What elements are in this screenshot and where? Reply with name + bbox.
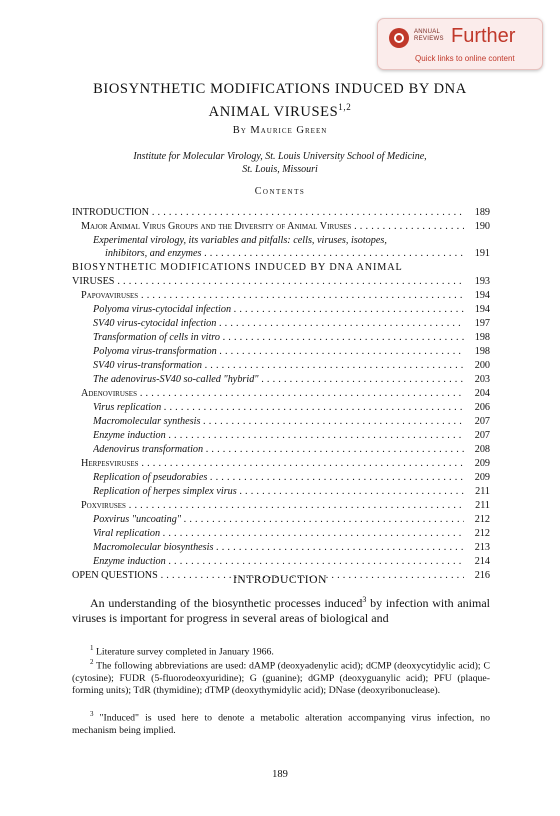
toc-entry-text: The adenovirus-SV40 so-called "hybrid" . . . <box>93 373 464 386</box>
footnote-mark: 1 <box>90 644 94 652</box>
badge-publisher-label <box>414 29 444 43</box>
toc-entry-page: 209 <box>474 458 490 469</box>
toc-entry-text: Poxviruses . . . <box>81 499 464 512</box>
toc-entry-text: BIOSYNTHETIC MODIFICATIONS INDUCED BY DNA ANIMAL <box>72 262 403 273</box>
badge-tagline: Quick links to online content <box>415 54 515 63</box>
footnote-text: The following abbreviations are used: dAMP (deoxyadenylic acid); dCMP (deoxycytidylic acid); C (cytosine); FUDR (5-fluorodeoxyuridine); G (guanine); dGMP (deoxyguanylic acid); PFU (plaque-forming units); TdR (thymidine); dTMP (deoxythymidylic acid); DNase (deoxyribonuclease). <box>72 660 490 697</box>
toc-entry-text: Enzyme induction . . . <box>93 555 464 568</box>
toc-entry-text: Replication of herpes simplex virus . . . <box>93 485 464 498</box>
toc-entry[interactable] <box>72 471 490 484</box>
intro-paragraph <box>72 592 490 626</box>
toc-entry-page: 207 <box>474 416 490 427</box>
affiliation-line-1: Institute for Molecular Virology, St. Louis University School of Medicine, <box>133 151 427 162</box>
toc-entry[interactable] <box>72 387 490 400</box>
toc-entry-text: Poxvirus "uncoating" . . . <box>93 513 464 526</box>
footnote-text: "Induced" is used here to denote a metabolic alteration accompanying virus infection, no mechanism being implied. <box>72 712 490 736</box>
toc-entry-page: 197 <box>474 318 490 329</box>
annual-reviews-logo-icon <box>389 28 409 48</box>
toc-entry-text: SV40 virus-transformation . . . <box>93 359 464 372</box>
toc-entry-page: 203 <box>474 374 490 385</box>
title-line-2 <box>40 98 520 121</box>
toc-entry-page: 198 <box>474 332 490 343</box>
toc-entry[interactable] <box>72 443 490 456</box>
toc-entry-text: Polyoma virus-transformation . . . <box>93 345 464 358</box>
footnote-mark: 2 <box>90 658 94 666</box>
footnote-text: Literature survey completed in January 1966. <box>93 646 274 658</box>
toc-entry-text: Macromolecular synthesis . . . <box>93 415 464 428</box>
toc-entry-text: Macromolecular biosynthesis . . . <box>93 541 464 554</box>
toc-entry-page: 212 <box>474 514 490 525</box>
toc-entry[interactable] <box>72 359 490 372</box>
toc-entry-page: 204 <box>474 388 490 399</box>
toc-entry-page: 191 <box>474 248 490 259</box>
toc-entry[interactable] <box>72 234 490 247</box>
toc-entry[interactable] <box>72 289 490 302</box>
toc-entry-page: 209 <box>474 472 490 483</box>
toc-entry[interactable] <box>72 206 490 219</box>
footnote <box>72 656 490 698</box>
toc-entry-page: 200 <box>474 360 490 371</box>
toc-entry-page: 208 <box>474 444 490 455</box>
page-number: 189 <box>272 769 288 780</box>
toc-entry[interactable] <box>72 541 490 554</box>
toc-entry[interactable] <box>72 373 490 386</box>
toc-entry-page: 214 <box>474 556 490 567</box>
toc-entry-page: 190 <box>474 221 490 232</box>
toc-entry-text: OPEN QUESTIONS . . . <box>72 569 464 582</box>
introduction-heading: INTRODUCTION <box>232 574 328 586</box>
toc-entry-text: Herpesviruses . . . <box>81 457 464 470</box>
toc-entry-text: inhibitors, and enzymes . . . <box>105 247 464 260</box>
toc-entry-page: 212 <box>474 528 490 539</box>
toc-entry[interactable] <box>72 220 490 233</box>
toc-entry[interactable] <box>72 331 490 344</box>
toc-entry-text: VIRUSES . . . <box>72 275 464 288</box>
toc-entry-text: Replication of pseudorabies . . . <box>93 471 464 484</box>
toc-entry-text: Papovaviruses . . . <box>81 289 464 302</box>
toc-entry-text: Adenovirus transformation . . . <box>93 443 464 456</box>
toc-entry-page: 213 <box>474 542 490 553</box>
toc-entry[interactable] <box>72 527 490 540</box>
toc-entry-page: 193 <box>474 276 490 287</box>
badge-line1: ANNUAL <box>414 29 441 35</box>
toc-entry[interactable] <box>72 345 490 358</box>
toc-entry[interactable] <box>72 275 490 288</box>
toc-entry-text: Experimental virology, its variables and pitfalls: cells, viruses, isotopes, <box>93 235 387 246</box>
toc-entry-page: 198 <box>474 346 490 357</box>
toc-entry-text: SV40 virus-cytocidal infection . . . <box>93 317 464 330</box>
title-line-1: BIOSYNTHETIC MODIFICATIONS INDUCED BY DNA <box>93 81 467 97</box>
toc-entry[interactable] <box>72 317 490 330</box>
toc-entry[interactable] <box>72 247 490 260</box>
toc-entry[interactable] <box>72 303 490 316</box>
badge-line2: REVIEWS <box>414 36 444 42</box>
toc-entry[interactable] <box>72 429 490 442</box>
toc-entry[interactable] <box>72 499 490 512</box>
badge-brand: Further <box>451 25 516 47</box>
toc-entry-text: INTRODUCTION . . . <box>72 206 464 219</box>
footnote-mark: 3 <box>90 710 94 718</box>
contents-heading: Contents <box>254 186 306 197</box>
toc-entry-page: 189 <box>474 207 490 218</box>
affiliation-line-2: St. Louis, Missouri <box>242 164 318 175</box>
toc-entry-page: 216 <box>474 570 490 581</box>
annual-reviews-further-badge[interactable] <box>377 18 543 70</box>
affiliation <box>90 150 470 176</box>
toc-entry-text: Virus replication . . . <box>93 401 464 414</box>
toc-entry[interactable] <box>72 261 490 274</box>
toc-entry-page: 211 <box>475 500 490 511</box>
toc-entry-text: Enzyme induction . . . <box>93 429 464 442</box>
toc-entry-page: 206 <box>474 402 490 413</box>
toc-entry-text: Transformation of cells in vitro . . . <box>93 331 464 344</box>
toc-entry[interactable] <box>72 457 490 470</box>
toc-entry-page: 194 <box>474 304 490 315</box>
toc-entry[interactable] <box>72 555 490 568</box>
toc-entry-page: 207 <box>474 430 490 441</box>
author: By Maurice Green <box>232 125 328 136</box>
toc-entry-text: Viral replication . . . <box>93 527 464 540</box>
title-footnote-marks: 1,2 <box>338 102 352 112</box>
toc-entry[interactable] <box>72 401 490 414</box>
intro-paragraph-part2: by infection with animal viruses is important for progress in several areas of biological and <box>72 596 490 625</box>
toc-entry[interactable] <box>72 415 490 428</box>
toc-entry-page: 194 <box>474 290 490 301</box>
toc-entry-page: 211 <box>475 486 490 497</box>
toc-entry-text: Adenoviruses . . . <box>81 387 464 400</box>
intro-paragraph-part1: An understanding of the biosynthetic processes induced <box>90 596 363 610</box>
toc-entry[interactable] <box>72 485 490 498</box>
title-line-2-text: ANIMAL VIRUSES <box>208 103 339 120</box>
intro-footnote-mark: 3 <box>362 595 367 604</box>
toc-entry-text: Polyoma virus-cytocidal infection . . . <box>93 303 464 316</box>
toc-entry[interactable] <box>72 513 490 526</box>
footnote <box>72 708 490 737</box>
toc-entry-text: Major Animal Virus Groups and the Diversity of Animal Viruses . . . <box>81 220 464 233</box>
